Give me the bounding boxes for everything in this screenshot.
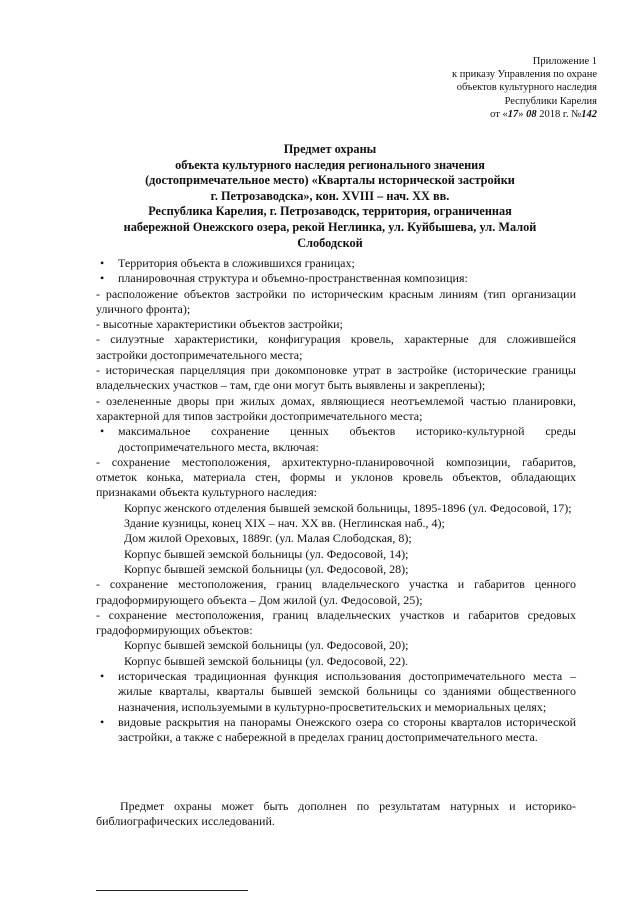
sub-item: - расположение объектов застройки по историческим красным линиям (тип организации уличного фронта);: [96, 286, 576, 316]
object-item: Корпус бывшей земской больницы (ул. Федосовой, 28);: [124, 561, 409, 576]
object-item: Корпус женского отделения бывшей земской больницы, 1895-1896 (ул. Федосовой, 17);: [124, 500, 572, 515]
object-item: Корпус бывшей земской больницы (ул. Федосовой, 22).: [124, 653, 409, 668]
bullet-icon: •: [100, 669, 105, 684]
bullet-icon: •: [100, 271, 105, 286]
handwritten-number: 142: [581, 108, 597, 120]
list-item: • историческая традиционная функция использования достопримечательного места – жилые кварталы, кварталы бывшей земской больницы со зданиями общественного назначения, используемыми в культурно-просветительских и мемориальных целях;: [100, 669, 576, 714]
sub-item: - силуэтные характеристики, конфигурация кровель, характерные для сложившейся застройки достопримечательного места;: [96, 332, 576, 362]
sub-item: - историческая парцелляция при докомпоновке утрат в застройке (исторические границы владельческих участков – там, где они могут быть выявлены и закреплены);: [96, 363, 576, 393]
bullet-icon: •: [100, 714, 105, 729]
sub-item: - сохранение местоположения, архитектурно-планировочной композиции, габаритов, отметок конька, материала стен, формы и уклонов кровель объектов, обладающих признаками объекта культурного наследия:: [96, 454, 576, 500]
object-item: Корпус бывшей земской больницы (ул. Федосовой, 20);: [124, 638, 409, 653]
annex-line: объектов культурного наследия: [456, 82, 597, 94]
object-item: Корпус бывшей земской больницы (ул. Федосовой, 14);: [124, 546, 409, 561]
closing-paragraph: Предмет охраны может быть дополнен по результатам натурных и историко-библиографических исследований.: [96, 799, 576, 829]
handwritten-day: 17: [507, 108, 519, 120]
list-item: • Территория объекта в сложившихся границах;: [100, 256, 355, 270]
document-body: [96, 256, 576, 746]
sub-item: - сохранение местоположения, границ владельческих участков и габаритов средовых градоформирующих объектов:: [96, 607, 576, 638]
list-item: • планировочная структура и объемно-пространственная композиция:: [100, 271, 468, 286]
bullet-icon: •: [100, 256, 105, 270]
annex-line: Приложение 1: [532, 56, 597, 67]
sub-item: - сохранение местоположения, границ владельческого участка и габаритов ценного градоформирующего объекта – Дом жилой (ул. Федосовой, 25);: [96, 577, 576, 607]
footnote-divider: [96, 890, 248, 891]
annex-date-line: от «17» 08 2018 г. №142: [490, 108, 597, 120]
document-title: Предмет охраны объекта культурного наследия регионального значения (достопримечательное место) «Кварталы исторической застройки г. Петрозаводска», кон. XVIII – нач. XX вв. Республика Карелия, г. Петрозаводск, территория, ограниченная набережной Онежского озера, рекой Неглинка, ул. Куйбышева, ул. Малой Слободской: [123, 142, 537, 250]
list-item: • максимальное сохранение ценных объектов историко-культурной среды достопримечательного места, включая:: [100, 424, 576, 454]
object-item: Здание кузницы, конец XIX – нач. XX вв. (Неглинская наб., 4);: [124, 516, 445, 531]
sub-item: - высотные характеристики объектов застройки;: [96, 317, 343, 332]
handwritten-month: 08: [526, 108, 537, 120]
annex-header: [452, 55, 597, 121]
sub-item: - озелененные дворы при жилых домах, являющиеся неотъемлемой частью планировки, характерной для типов застройки достопримечательного места;: [96, 393, 576, 423]
object-item: Дом жилой Ореховых, 1889г. (ул. Малая Слободская, 8);: [124, 531, 412, 546]
annex-line: Республики Карелия: [504, 95, 597, 107]
annex-line: к приказу Управления по охране: [452, 69, 597, 81]
list-item: • видовые раскрытия на панорамы Онежского озера со стороны кварталов исторической застройки, а также с набережной в пределах границ достопримечательного места.: [100, 714, 576, 745]
bullet-icon: •: [100, 424, 105, 439]
